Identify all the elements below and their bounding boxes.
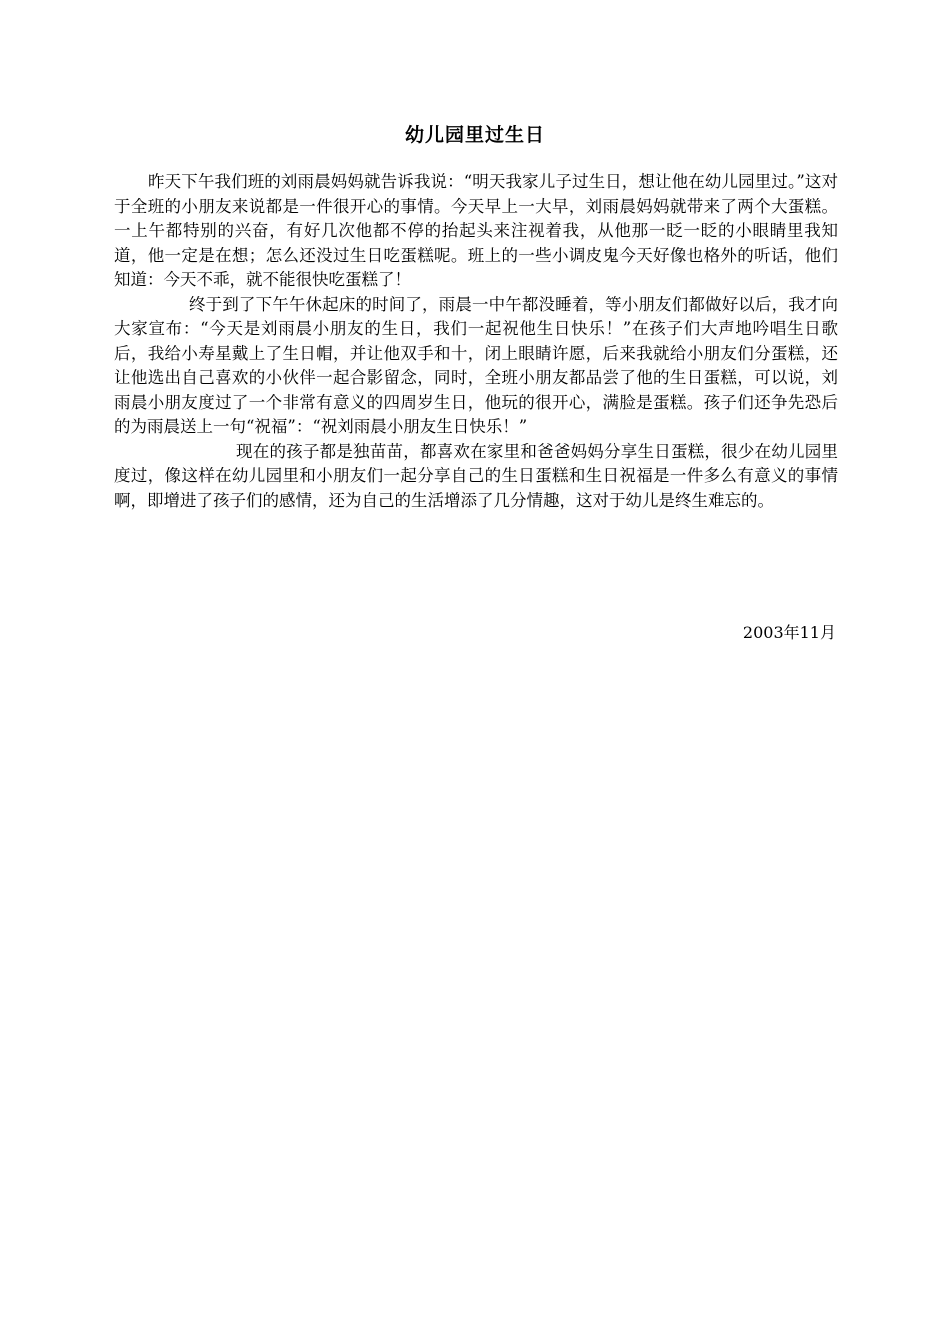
paragraph-3: 现在的孩子都是独苗苗，都喜欢在家里和爸爸妈妈分享生日蛋糕，很少在幼儿园里度过，像这样在幼儿园里和小朋友们一起分享自己的生日蛋糕和生日祝福是一件多么有意义的事情啊，即增进了孩子们的感情，还为自己的生活增添了几分情趣，这对于幼儿是终生难忘的。 — [114, 441, 838, 510]
paragraph-1: 昨天下午我们班的刘雨晨妈妈就告诉我说：“明天我家儿子过生日，想让他在幼儿园里过。”这对于全班的小朋友来说都是一件很开心的事情。今天早上一大早，刘雨晨妈妈就带来了两个大蛋糕。一上午都特别的兴奋，有好几次他都不停的抬起头来注视着我，从他那一眨一眨的小眼睛里我知道，他一定是在想；怎么还没过生日吃蛋糕呢。班上的一些小调皮鬼今天好像也格外的听话，他们知道：今天不乖，就不能很快吃蛋糕了！ — [114, 172, 838, 289]
document-date: 2003年11月 — [742, 623, 836, 642]
document-body — [114, 170, 838, 513]
paragraph-2: 终于到了下午午休起床的时间了，雨晨一中午都没睡着，等小朋友们都做好以后，我才向大家宣布：“今天是刘雨晨小朋友的生日，我们一起祝他生日快乐！”在孩子们大声地吟唱生日歌后，我给小寿星戴上了生日帽，并让他双手和十，闭上眼睛许愿，后来我就给小朋友们分蛋糕，还让他选出自己喜欢的小伙伴一起合影留念，同时，全班小朋友都品尝了他的生日蛋糕，可以说，刘雨晨小朋友度过了一个非常有意义的四周岁生日，他玩的很开心，满脸是蛋糕。孩子们还争先恐后的为雨晨送上一句“祝福”：“祝刘雨晨小朋友生日快乐！” — [114, 294, 838, 436]
document-title: 幼儿园里过生日 — [404, 124, 545, 146]
